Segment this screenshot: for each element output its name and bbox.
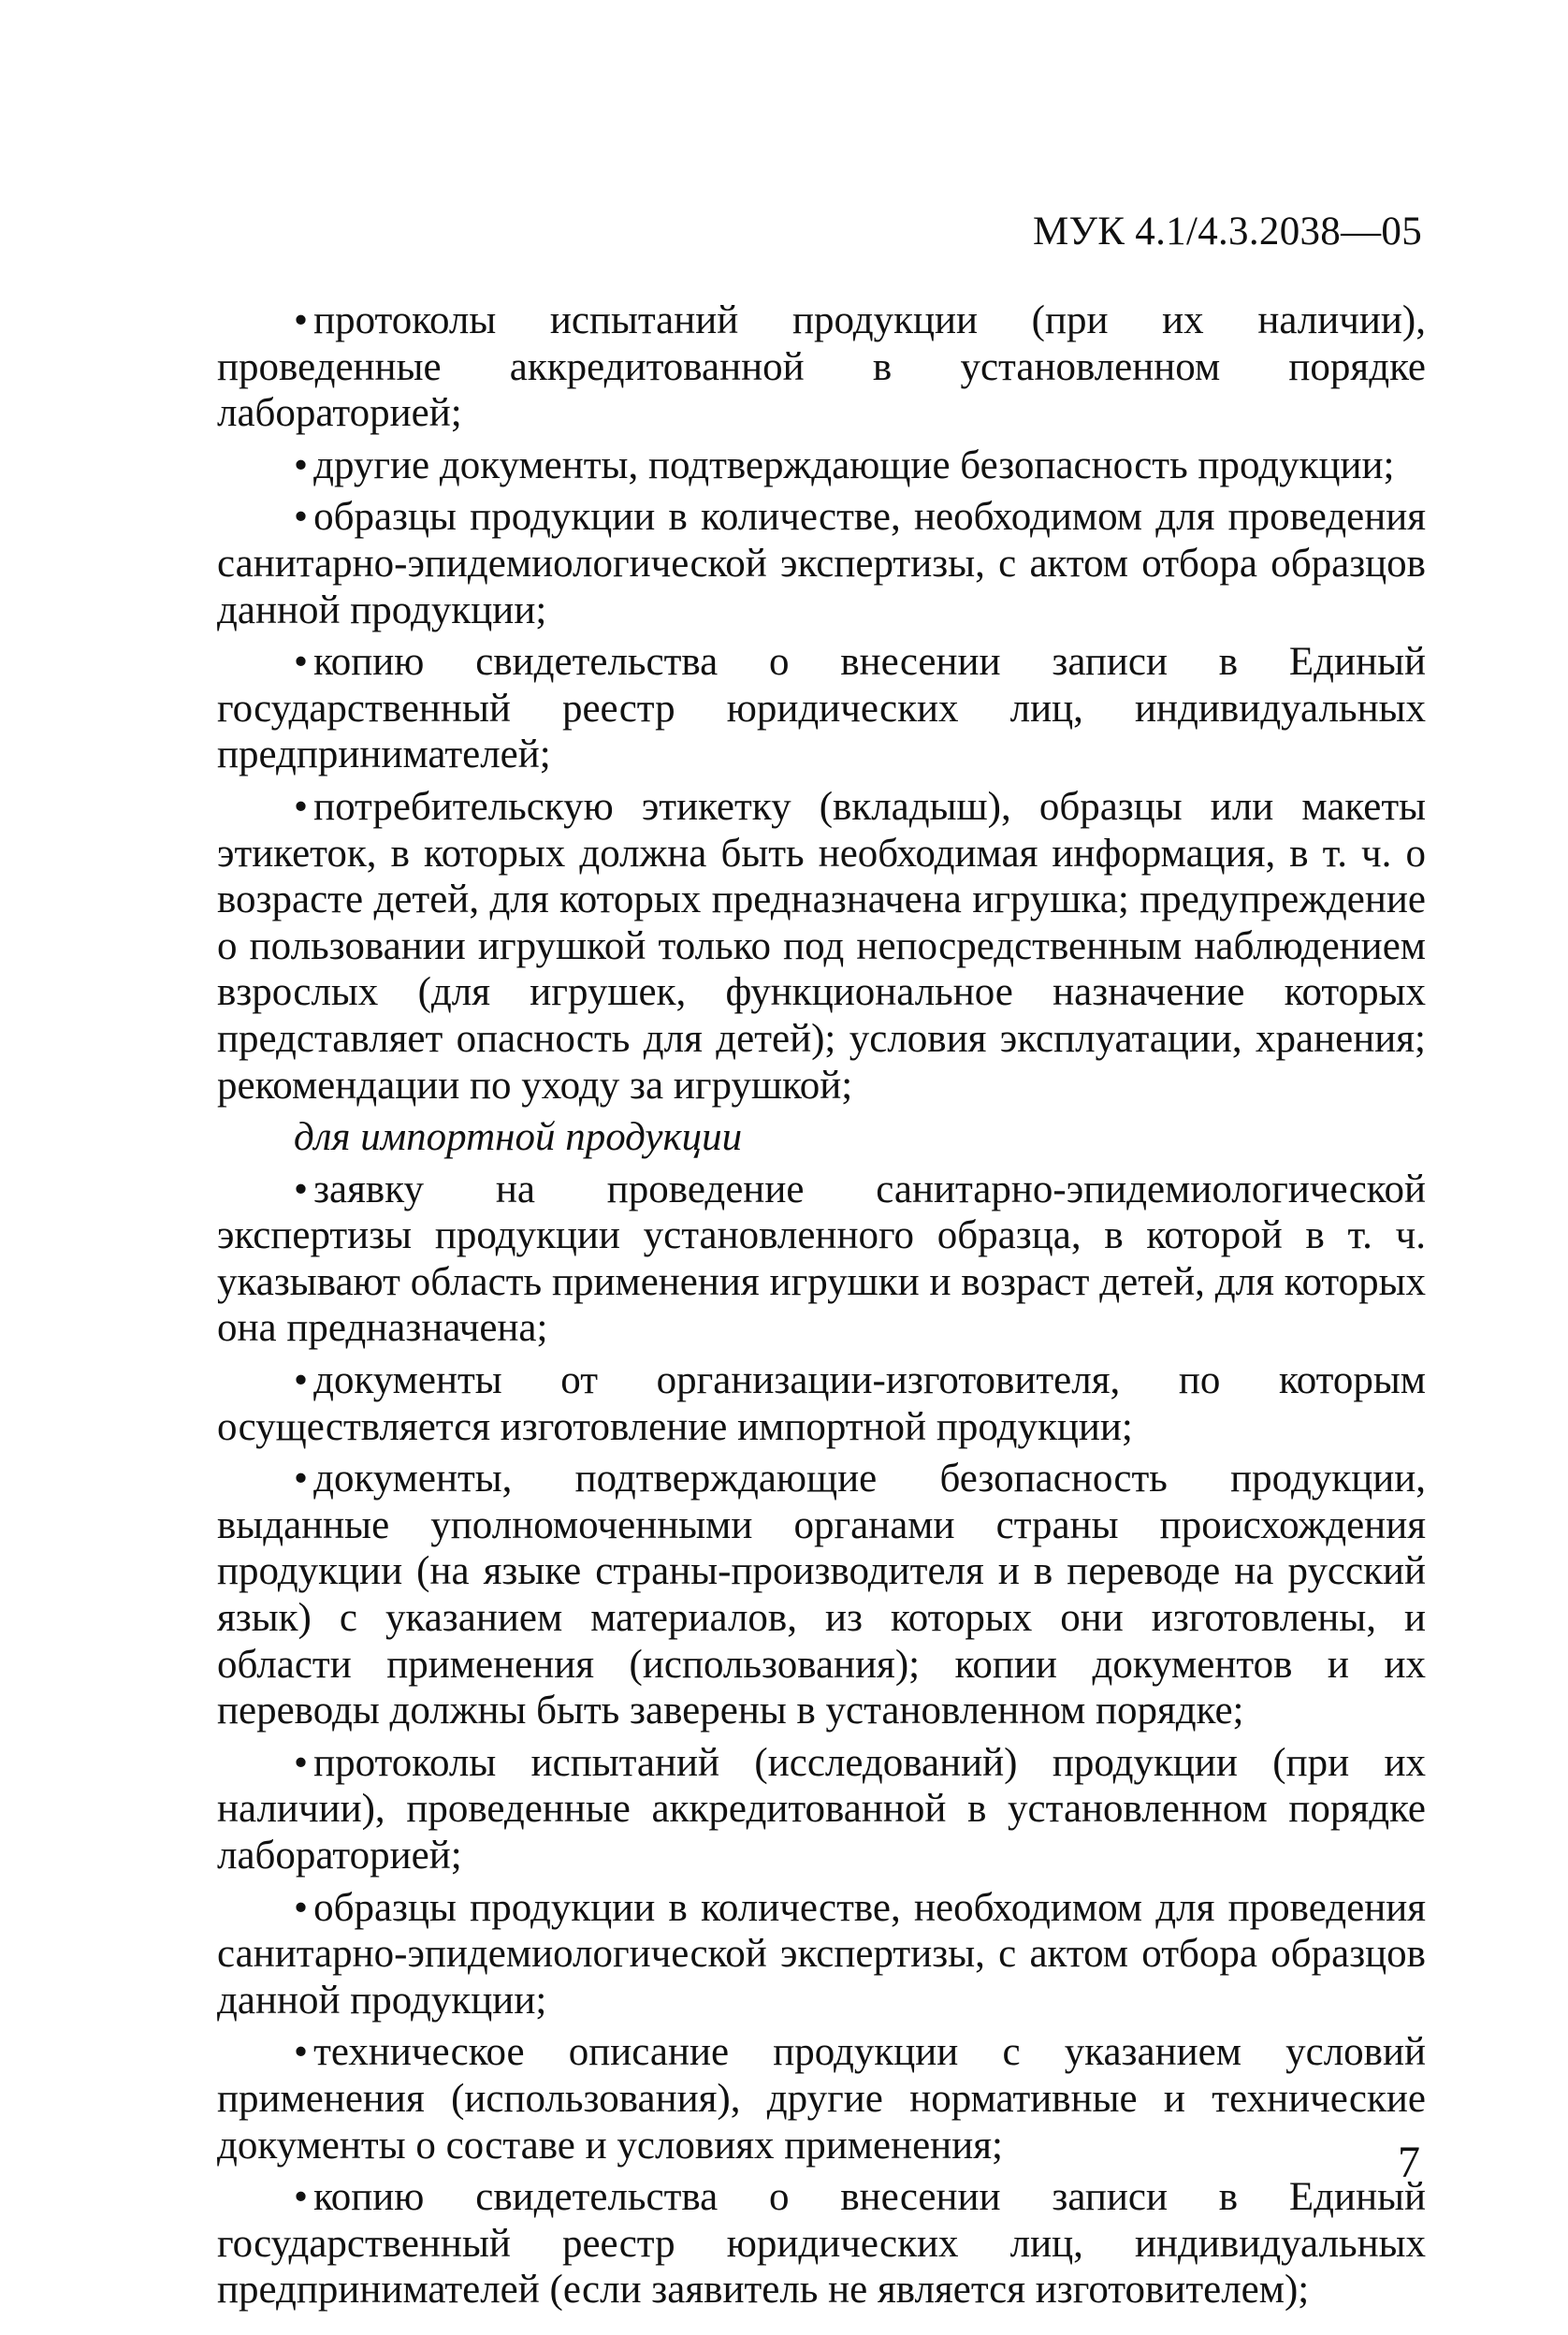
list-item: [217, 639, 1426, 778]
list-item-text: копию свидетельства о внесении записи в Единый государственный реестр юридических лиц, индивидуальных предпринимателей (если заявитель не является изготовителем);: [217, 2175, 1426, 2313]
document-body: [217, 297, 1426, 2319]
list-item: [217, 1456, 1426, 1734]
list-item-text: техническое описание продукции с указанием условий применения (использования), другие нормативные и технические документы о составе и условиях применения;: [217, 2030, 1426, 2168]
list-item-text: документы, подтверждающие безопасность продукции, выданные уполномоченными органами страны происхождения продукции (на языке страны-производителя и в переводе на русский язык) с указанием материалов, из которых они изготовлены, и области применения (использования); копии документов и их переводы должны быть заверены в установленном порядке;: [217, 1457, 1426, 1733]
bullet-icon: •: [294, 2175, 309, 2220]
section-subheading: для импортной продукции: [294, 1115, 743, 1160]
list-item: [217, 1885, 1426, 2024]
list-item-text: другие документы, подтверждающие безопасность продукции;: [313, 442, 1395, 487]
document-code-header: МУК 4.1/4.3.2038—05: [1032, 210, 1422, 254]
list-item-text: образцы продукции в количестве, необходимом для проведения санитарно-эпидемиологической экспертизы, с актом отбора образцов данной продукции;: [217, 495, 1426, 632]
list-item: [217, 1357, 1426, 1450]
list-item-text: образцы продукции в количестве, необходимом для проведения санитарно-эпидемиологической экспертизы, с актом отбора образцов данной продукции;: [217, 1885, 1426, 2023]
bullet-icon: •: [294, 442, 309, 487]
bullet-icon: •: [294, 1740, 309, 1785]
bullet-icon: •: [294, 784, 309, 829]
list-item: [217, 2029, 1426, 2168]
list-item: [217, 297, 1426, 437]
list-item: [217, 1167, 1426, 1352]
list-item-text: протоколы испытаний (исследований) продукции (при их наличии), проведенные аккредитованной в установленном порядке лабораторией;: [217, 1740, 1426, 1878]
list-item-text: потребительскую этикетку (вкладыш), образцы или макеты этикеток, в которых должна быть необходимая информация, в т. ч. о возрасте детей, для которых предназначена игрушка; предупреждение о пользовании игрушкой только под непосредственным наблюдением взрослых (для игрушек, функциональное назначение которых представляет опасность для детей); условия эксплуатации, хранения; рекомендации по уходу за игрушкой;: [217, 784, 1426, 1108]
list-item-text: протоколы испытаний продукции (при их наличии), проведенные аккредитованной в установленном порядке лабораторией;: [217, 298, 1426, 436]
list-item: [217, 494, 1426, 633]
list-item: [217, 1740, 1426, 1879]
bullet-icon: •: [294, 1167, 309, 1211]
bullet-icon: •: [294, 1885, 309, 1930]
list-item: [217, 2174, 1426, 2313]
list-item: [217, 784, 1426, 1109]
bullet-icon: •: [294, 1457, 309, 1501]
list-item-text: заявку на проведение санитарно-эпидемиологической экспертизы продукции установленного образца, в которой в т. ч. указывают область применения игрушки и возраст детей, для которых она предназначена;: [217, 1167, 1426, 1351]
bullet-icon: •: [294, 495, 309, 540]
page-number: 7: [1398, 2138, 1420, 2187]
bullet-icon: •: [294, 640, 309, 685]
bullet-icon: •: [294, 2030, 309, 2075]
list-item-text: документы от организации-изготовителя, по которым осуществляется изготовление импортной продукции;: [217, 1358, 1426, 1449]
bullet-icon: •: [294, 298, 309, 342]
list-item: [217, 442, 1426, 489]
list-item-text: копию свидетельства о внесении записи в Единый государственный реестр юридических лиц, индивидуальных предпринимателей;: [217, 640, 1426, 777]
bullet-icon: •: [294, 1358, 309, 1403]
